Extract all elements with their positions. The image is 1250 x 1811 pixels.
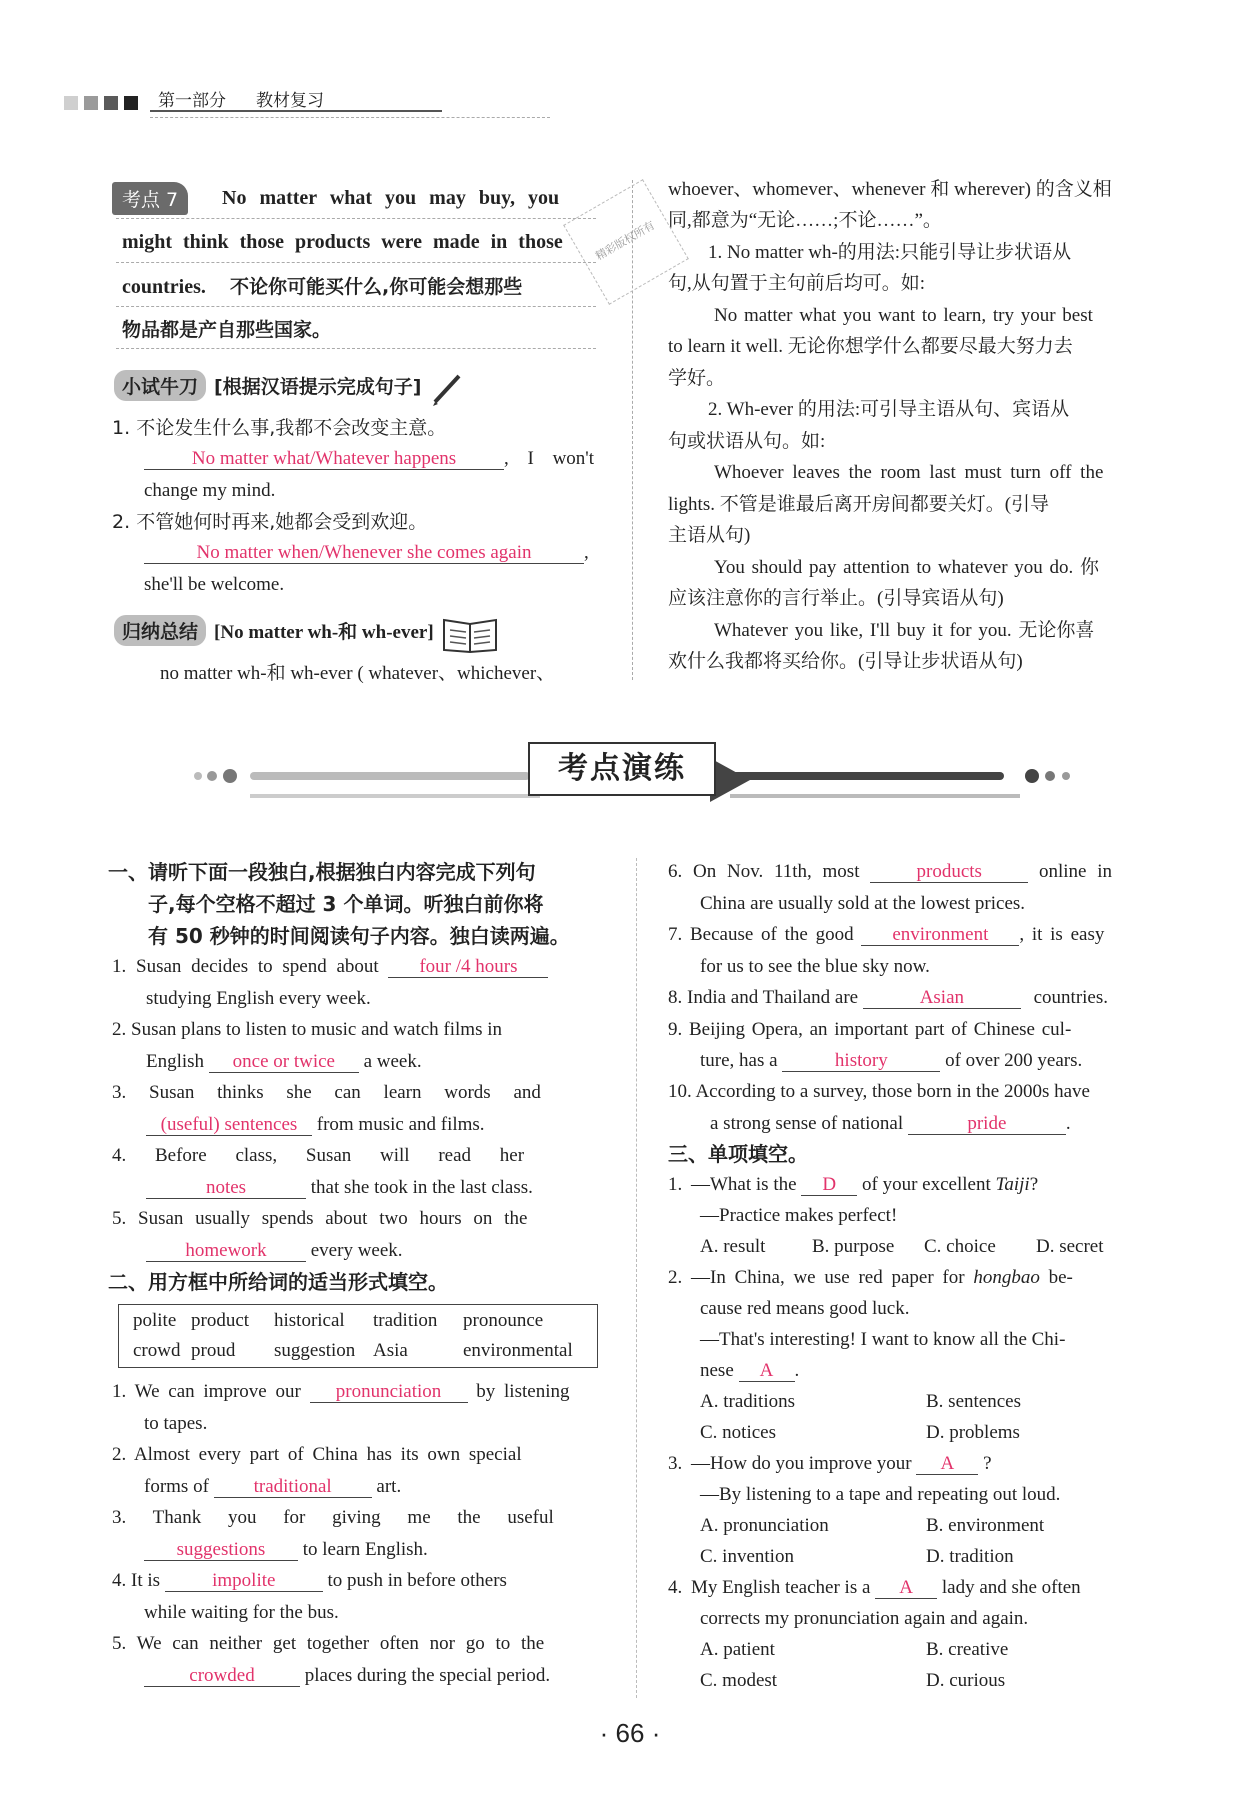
word: Asia [373,1340,408,1361]
item-text: —In China, we use red paper for [691,1267,965,1288]
word: historical [274,1310,345,1331]
summary-line-12: lights. 不管是谁最后离开房间都要关灯。(引导 [668,494,1050,515]
wordbox-item-5 [112,1632,544,1656]
choice-option[interactable]: A. traditions [700,1391,795,1412]
item-text: be- [1048,1267,1073,1288]
summary-line-5: 句,从句置于主句前后均可。如: [668,273,926,294]
item-text: India and Thailand are [687,987,859,1008]
summary-line-17: 欢什么我都将买给你。(引导让步状语从句) [668,651,1023,672]
banner-title: 考点演练 [528,742,716,796]
answer-text: (useful) sentences [160,1114,298,1135]
choice-q2-options-row-1 [700,1390,1021,1414]
wordbox-item-3-cont [144,1538,428,1562]
choice-q1-reply: —Practice makes perfect! [700,1205,898,1226]
item-text: Susan thinks she can learn words and [149,1082,541,1103]
item-text: . [1065,1113,1071,1134]
answer-text: pride [967,1113,1007,1134]
pencil-icon [431,372,465,406]
item-number: 5. [112,1633,127,1654]
answer-text: pronunciation [335,1381,442,1402]
answer-text: notes [205,1177,247,1198]
header-square [84,96,98,110]
book-icon [442,614,498,654]
choice-q3 [668,1452,992,1476]
listening-item-5-cont [146,1239,403,1263]
kaodian-sentence-line-2: might think those products were made in those [122,231,563,253]
word: product [191,1310,250,1331]
answer-blank [863,988,1021,1009]
word: pronounce [463,1310,544,1331]
item-number: 4. [112,1570,127,1591]
choice-option[interactable]: B. sentences [926,1391,1021,1412]
item-text-italic: hongbao [973,1267,1040,1288]
wordbox-item-1 [112,1380,569,1404]
choice-q1 [668,1173,1038,1197]
word-box [118,1304,598,1368]
item-chinese: 不管她何时再来,她都会受到欢迎。 [136,511,428,533]
item-text: every week. [310,1240,403,1261]
answer-text: D [822,1174,837,1195]
wordbox-item-9 [668,1018,1071,1042]
choice-option[interactable]: D. tradition [926,1546,1014,1567]
header-dashed-rule [150,117,550,118]
choice-option[interactable]: C. choice [924,1236,996,1257]
practice-item-1-cont: change my mind. [144,480,276,501]
listening-item-5 [112,1207,527,1231]
answer-blank [146,1178,306,1199]
answer-text: Asian [919,987,965,1008]
item-number: 6. [668,861,683,882]
choice-option[interactable]: D. curious [926,1670,1006,1691]
item-text: lady and she often [941,1577,1081,1598]
page-number: 66 [615,1718,645,1748]
item-text: Thank you for giving me the useful [152,1507,554,1528]
choice-option[interactable]: B. environment [926,1515,1045,1536]
listening-item-2 [112,1018,502,1042]
answer-text: A [759,1360,774,1381]
answer-text: environment [892,924,989,945]
listening-item-3-cont [146,1113,485,1137]
listening-item-1-cont: studying English every week. [146,988,371,1009]
item-number: 2. [668,1267,683,1288]
item-number: 10. [668,1081,692,1102]
item-number: 7. [668,924,683,945]
answer-blank [916,1454,978,1475]
summary-heading [114,614,498,654]
choice-q4 [668,1576,1081,1600]
summary-line-4: 1. No matter wh-的用法:只能引导让步状语从 [708,242,1072,263]
item-text: Because of the good [690,924,854,945]
listening-instruction-1: 一、请听下面一段独白,根据独白内容完成下列句 [108,860,536,884]
item-text: We can improve our [134,1381,301,1402]
item-number: 2. [112,1019,127,1040]
item-number: 3. [668,1453,683,1474]
word: environmental [463,1340,573,1361]
practice-item-1-zh [112,416,446,440]
practice-item-2-cont: she'll be welcome. [144,574,285,595]
summary-line-13: 主语从句) [668,525,751,546]
listening-item-3 [112,1081,541,1105]
copyright-stamp: 精彩版权所有 [563,179,689,305]
item-text: ? [1029,1174,1039,1195]
kaodian-sentence-zh-3: 不论你可能买什么,你可能会想那些 [230,276,523,298]
answer-blank [144,543,584,564]
item-text: to push in before others [327,1570,507,1591]
item-number: 1. [112,956,127,977]
choice-q2-options-row-2 [700,1421,1020,1445]
practice-tag: 小试牛刀 [114,370,206,401]
column-divider [636,858,637,1698]
item-number: 1. [112,417,131,439]
choice-q3-reply: —By listening to a tape and repeating out loud. [700,1484,1061,1505]
practice-instruction: [根据汉语提示完成句子] [214,376,422,398]
wordbox-item-2-cont [144,1475,401,1499]
listening-item-2-cont [146,1050,422,1074]
practice-heading [114,370,465,406]
page-number-wrap [560,1718,700,1749]
kaodian-sentence-line-3: countries. [122,276,206,298]
choice-q4-cont: corrects my pronunciation again and again. [700,1608,1029,1629]
answer-blank [870,862,1028,883]
item-number: 1. [112,1381,127,1402]
listening-instruction-3: 有 50 秒钟的时间阅读句子内容。独白读两遍。 [148,924,570,948]
choice-option[interactable]: C. modest [700,1670,778,1691]
choice-option[interactable]: D. problems [926,1422,1020,1443]
wordbox-item-8 [668,986,1108,1010]
item-number: 3. [112,1082,127,1103]
answer-blank [165,1571,323,1592]
choice-option[interactable]: C. invention [700,1546,794,1567]
answer-text: crowded [189,1665,255,1686]
summary-line-14: You should pay attention to whatever you do. 你 [714,557,1100,578]
answer-text: traditional [253,1476,332,1497]
item-text: ? [983,1453,992,1474]
wordbox-item-6 [668,860,1112,884]
item-text: On Nov. 11th, most [693,861,860,882]
wordbox-item-2 [112,1443,522,1467]
item-text: that she took in the last class. [310,1177,533,1198]
item-text: countries. [1033,987,1109,1008]
choice-option[interactable]: B. creative [926,1639,1009,1660]
practice-item-2-line [144,541,589,565]
practice-item-1-line [144,447,594,471]
item-text-italic: Taiji [995,1174,1030,1195]
answer-text: products [916,861,982,882]
item-text: —What is the [691,1174,797,1195]
kaodian-badge: 考点 7 [112,182,188,215]
item-text: Before class, Susan will read her [155,1145,525,1166]
wordbox-item-7-cont: for us to see the blue sky now. [700,956,930,977]
word: proud [191,1340,236,1361]
listening-item-4-cont [146,1176,533,1200]
footer-dot: · [651,1718,661,1748]
kaodian-sentence-zh-4: 物品都是产自那些国家。 [122,319,332,341]
word-box-row-1 [133,1309,543,1333]
header-section: 第一部分 [158,91,226,111]
summary-line-10: 句或状语从句。如: [668,431,826,452]
word: polite [133,1310,177,1331]
item-number: 3. [112,1507,127,1528]
item-text: . [794,1360,800,1381]
choice-instruction: 三、单项填空。 [668,1142,808,1166]
answer-blank [209,1052,359,1073]
choice-q1-options [700,1235,1104,1259]
item-number: 5. [112,1208,127,1229]
choice-q2-line3: —That's interesting! I want to know all the Chi- [700,1329,1066,1350]
item-text: a strong sense of national [710,1113,904,1134]
answer-blank [214,1477,372,1498]
item-text: art. [376,1476,402,1497]
wordbox-item-3 [112,1506,554,1530]
listening-instruction-2: 子,每个空格不超过 3 个单词。听独白前你将 [148,892,544,916]
answer-text: homework [185,1240,267,1261]
choice-q2-line4 [700,1359,799,1383]
item-text: , it is easy [1019,924,1105,945]
item-text: to learn English. [302,1539,428,1560]
item-number: 9. [668,1019,683,1040]
answer-text: A [899,1577,914,1598]
item-text: Susan usually spends about two hours on the [138,1208,528,1229]
answer-text: No matter when/Whenever she comes again [196,542,532,563]
item-text: forms of [144,1476,209,1497]
listening-item-4 [112,1144,524,1168]
answer-blank [388,957,548,978]
item-text: ture, has a [700,1050,778,1071]
choice-option[interactable]: C. notices [700,1422,776,1443]
item-chinese: 不论发生什么事,我都不会改变主意。 [136,417,447,439]
choice-option[interactable]: D. secret [1036,1236,1104,1257]
summary-line-11: Whoever leaves the room last must turn off the [714,462,1104,483]
summary-line-8: 学好。 [668,368,726,389]
item-text: a week. [363,1051,422,1072]
summary-line-16: Whatever you like, I'll buy it for you. 无论你喜 [714,620,1095,641]
wordbox-item-1-cont: to tapes. [144,1413,208,1434]
answer-text: suggestions [176,1539,266,1560]
item-text: by listening [476,1381,570,1402]
item-text: We can neither get together often nor go to the [136,1633,545,1654]
item-text: online in [1038,861,1113,882]
item-text: It is [131,1570,161,1591]
choice-option[interactable]: A. patient [700,1639,775,1660]
summary-instruction: [No matter wh-和 wh-ever] [214,621,434,643]
choice-q3-options-row-2 [700,1545,1014,1569]
choice-option[interactable]: B. purpose [812,1236,895,1257]
word-box-row-2 [133,1339,573,1363]
wordbox-item-5-cont [144,1664,550,1688]
summary-line-7: to learn it well. 无论你想学什么都要尽最大努力去 [668,336,1073,357]
choice-q3-options-row-1 [700,1514,1044,1538]
answer-text: A [940,1453,955,1474]
answer-text: four /4 hours [419,956,518,977]
answer-blank [908,1114,1066,1135]
item-text: According to a survey, those born in the 2000s have [695,1081,1090,1102]
answer-blank [739,1361,795,1382]
answer-blank [801,1175,857,1196]
answer-blank [782,1051,940,1072]
item-text: places during the special period. [304,1665,551,1686]
choice-q4-options-row-1 [700,1638,1008,1662]
item-text: of over 200 years. [945,1050,1083,1071]
wordbox-item-9-cont [700,1049,1082,1073]
header-square [124,96,138,110]
item-number: 1. [668,1174,683,1195]
kaodian-sentence-line-1: No matter what you may buy, you [222,187,560,209]
header-square [104,96,118,110]
item-text: , [584,542,589,563]
listening-item-1 [112,955,548,979]
wordbox-instruction: 二、用方框中所给词的适当形式填空。 [108,1270,448,1294]
answer-blank [310,1382,468,1403]
item-text: of your excellent [862,1174,991,1195]
item-text: from music and films. [316,1114,485,1135]
header-square [64,96,78,110]
choice-option[interactable]: A. result [700,1236,766,1257]
answer-text: once or twice [232,1051,335,1072]
footer-dot: · [599,1718,609,1748]
summary-tag: 归纳总结 [114,615,206,646]
answer-blank [146,1115,312,1136]
choice-option[interactable]: A. pronunciation [700,1515,829,1536]
word: suggestion [274,1340,356,1361]
summary-line-2: whoever、whomever、whenever 和 wherever) 的含义相 [668,179,1112,200]
answer-text: history [834,1050,888,1071]
wordbox-item-7 [668,923,1104,947]
wordbox-item-10-cont [710,1112,1071,1136]
item-number: 4. [112,1145,127,1166]
item-number: 8. [668,987,683,1008]
answer-blank [875,1578,937,1599]
wordbox-item-6-cont: China are usually sold at the lowest prices. [700,893,1026,914]
answer-blank [144,1666,300,1687]
wordbox-item-4 [112,1569,507,1593]
answer-blank [144,1540,298,1561]
item-text: My English teacher is a [691,1577,871,1598]
answer-blank [146,1241,306,1262]
item-number: 4. [668,1577,683,1598]
item-text: Susan decides to spend about [136,956,379,977]
answer-text: No matter what/Whatever happens [191,448,457,469]
word: crowd [133,1340,181,1361]
wordbox-item-4-cont: while waiting for the bus. [144,1602,339,1623]
item-number: 2. [112,1444,127,1465]
summary-line-1: no matter wh-和 wh-ever ( whatever、whichever、 [160,663,556,684]
item-text: English [146,1051,205,1072]
word: tradition [373,1310,438,1331]
item-number: 2. [112,511,131,533]
item-text: Susan plans to listen to music and watch films in [131,1019,502,1040]
answer-text: impolite [212,1570,276,1591]
divider [116,306,596,307]
header-subtitle: 教材复习 [256,91,324,111]
wordbox-item-10 [668,1080,1090,1104]
header-rule [150,110,442,112]
divider [116,262,596,263]
item-text: nese [700,1360,734,1381]
choice-q4-options-row-2 [700,1669,1005,1693]
divider [116,348,596,349]
item-text: —How do you improve your [691,1453,912,1474]
item-text: Beijing Opera, an important part of Chinese cul- [689,1019,1072,1040]
choice-q2-line2: cause red means good luck. [700,1298,910,1319]
summary-line-15: 应该注意你的言行举止。(引导宾语从句) [668,588,1004,609]
summary-line-9: 2. Wh-ever 的用法:可引导主语从句、宾语从 [708,399,1070,420]
summary-line-6: No matter what you want to learn, try your best [714,305,1093,326]
divider [116,218,596,219]
summary-line-3: 同,都意为“无论……;不论……”。 [668,210,942,231]
answer-blank [861,925,1019,946]
choice-q2 [668,1266,1073,1290]
item-text: , I won't [504,448,595,469]
practice-item-2-zh [112,510,427,534]
answer-blank [144,449,504,470]
item-text: Almost every part of China has its own special [133,1444,522,1465]
